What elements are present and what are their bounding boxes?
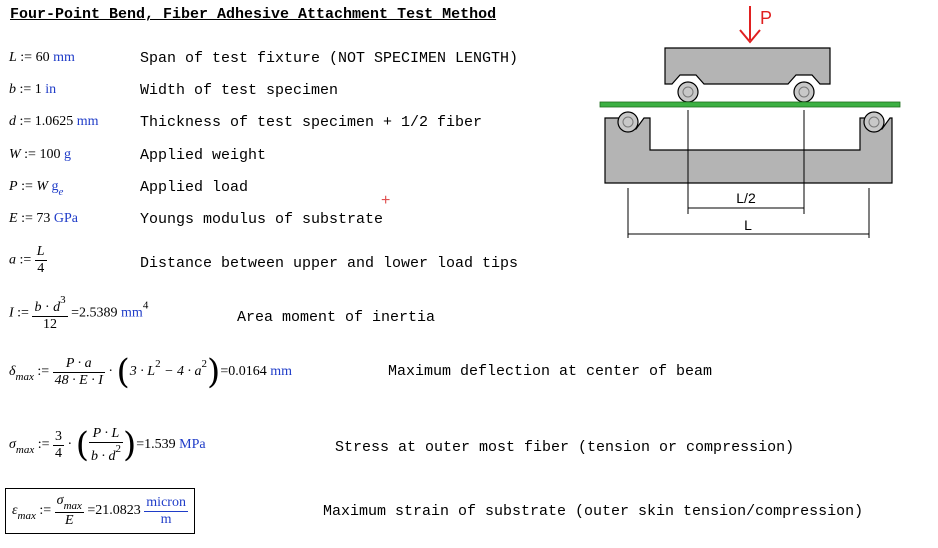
eq-delta-max: $\delta_{max}$ := $\frac{P \cdot a}{48 \cdot E \cdot I}$ · $(3 \cdot L^2 - 4 \cdot a^2)=0.0164$ mm — [9, 352, 292, 392]
desc-L: Span of test fixture (NOT SPECIMEN LENGTH) — [140, 50, 519, 67]
lower-support-left — [618, 112, 638, 132]
upper-load-tip-left — [678, 82, 698, 102]
def-P: P := W $g_e$ — [9, 179, 64, 198]
def-E: E := 73 GPa — [9, 211, 78, 226]
half-span-label: L/2 — [736, 190, 756, 206]
upper-fixture — [665, 48, 830, 84]
def-b: b := 1 in — [9, 82, 57, 97]
document-title: Four-Point Bend, Fiber Adhesive Attachment Test Method — [10, 6, 497, 23]
lower-fixture — [605, 118, 892, 183]
four-point-bend-diagram — [590, 0, 910, 250]
desc-sigma: Stress at outer most fiber (tension or compression) — [335, 439, 795, 456]
load-label: P — [760, 8, 773, 28]
specimen — [600, 102, 900, 107]
desc-b: Width of test specimen — [140, 82, 339, 99]
eq-epsilon-max-box: $\varepsilon_{max}$ := $\frac{\sigma_{max}}{E}$ =21.0823 $\frac{\text{micron}}{m}$ — [5, 488, 195, 534]
desc-epsilon: Maximum strain of substrate (outer skin tension/compression) — [323, 503, 864, 520]
eq-sigma-max: $\sigma_{max}$ := $\frac{3}{4}$ · ( $\frac{P \cdot L}{b \cdot d^2}$ )=1.539 MPa — [9, 425, 206, 465]
span-label: L — [744, 217, 752, 233]
lower-support-right — [864, 112, 884, 132]
desc-I: Area moment of inertia — [237, 309, 436, 326]
desc-delta: Maximum deflection at center of beam — [388, 363, 713, 380]
def-d: d := 1.0625 mm — [9, 114, 99, 129]
desc-P: Applied load — [140, 179, 249, 196]
insertion-cursor-icon: + — [381, 192, 391, 209]
upper-load-tip-right — [794, 82, 814, 102]
desc-a: Distance between upper and lower load tips — [140, 255, 519, 272]
def-W: W := 100 g — [9, 147, 71, 162]
load-arrow-icon — [740, 6, 760, 42]
desc-E: Youngs modulus of substrate — [140, 211, 384, 228]
eq-a: a := $\frac{L}{4}$ — [9, 244, 45, 276]
desc-W: Applied weight — [140, 147, 267, 164]
desc-d: Thickness of test specimen + 1/2 fiber — [140, 114, 483, 131]
def-L: L := 60 mm — [9, 50, 75, 65]
eq-I: I := $\frac{b \cdot d^3}{12}$ =2.5389 $mm^4$ — [9, 294, 149, 332]
